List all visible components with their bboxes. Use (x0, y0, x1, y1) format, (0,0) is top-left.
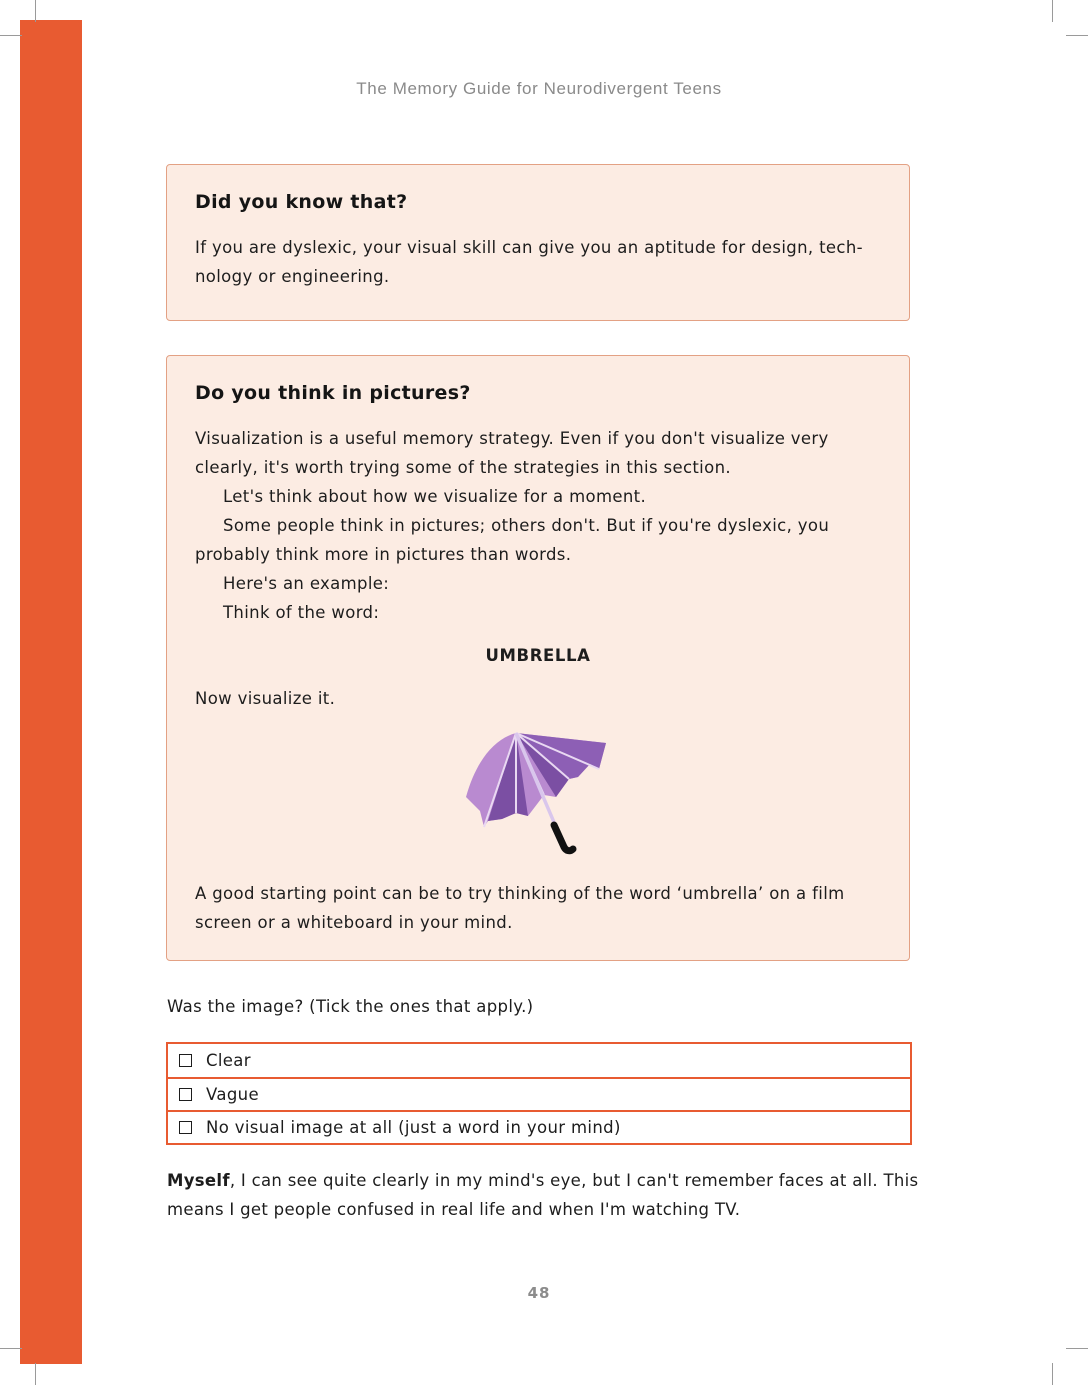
keyword: UMBRELLA (485, 646, 591, 665)
checkbox-icon[interactable] (179, 1054, 192, 1067)
umbrella-icon (466, 731, 606, 857)
crop-mark (35, 0, 36, 22)
page-number: 48 (527, 1284, 551, 1302)
paragraph: Let's think about how we visualize for a moment. (223, 487, 647, 506)
paragraph: Visualization is a useful memory strategy. Even if you don't visualize very clearly, it's worth trying some of the strategies in this section. (195, 429, 829, 477)
paragraph: A good starting point can be to try thinking of the word ‘umbrella’ on a film screen or a whiteboard in your mind. (195, 884, 845, 932)
crop-mark (0, 35, 22, 36)
paragraph: Now visualize it. (195, 689, 336, 708)
crop-mark (0, 1348, 22, 1349)
box-text: If you are dyslexic, your visual skill can give you an aptitude for design, technology or engineering. (195, 238, 863, 286)
checkbox-icon[interactable] (179, 1088, 192, 1101)
crop-mark (1066, 35, 1088, 36)
paragraph: Think of the word: (223, 603, 380, 622)
did-you-know-box (166, 164, 910, 321)
think-in-pictures-box (166, 355, 910, 961)
checkbox-icon[interactable] (179, 1121, 192, 1134)
closing-bold-lead: Myself (167, 1171, 230, 1190)
side-color-bar (20, 20, 82, 1364)
running-head: The Memory Guide for Neurodivergent Teens (356, 79, 722, 98)
crop-mark (35, 1363, 36, 1385)
option-label: Vague (206, 1085, 259, 1104)
option-label: Clear (206, 1051, 251, 1070)
tick-option-vague[interactable] (168, 1077, 910, 1110)
crop-mark (1052, 0, 1053, 22)
crop-mark (1052, 1363, 1053, 1385)
paragraph: Some people think in pictures; others don't. But if you're dyslexic, you probably think more in pictures than words. (195, 516, 830, 564)
question-text: Was the image? (Tick the ones that apply.) (167, 997, 534, 1016)
box-title: Did you know that? (195, 191, 408, 213)
closing-paragraph (167, 1166, 927, 1224)
paragraph: Here's an example: (223, 574, 390, 593)
box-title: Do you think in pictures? (195, 382, 471, 404)
tick-options-table (166, 1042, 912, 1145)
closing-text: , I can see quite clearly in my mind's eye, but I can't remember faces at all. This means I get people confused in real life and when I'm watching TV. (167, 1171, 919, 1219)
tick-option-clear[interactable] (168, 1044, 910, 1077)
crop-mark (1066, 1348, 1088, 1349)
option-label: No visual image at all (just a word in your mind) (206, 1118, 621, 1137)
tick-option-no-image[interactable] (168, 1110, 910, 1143)
